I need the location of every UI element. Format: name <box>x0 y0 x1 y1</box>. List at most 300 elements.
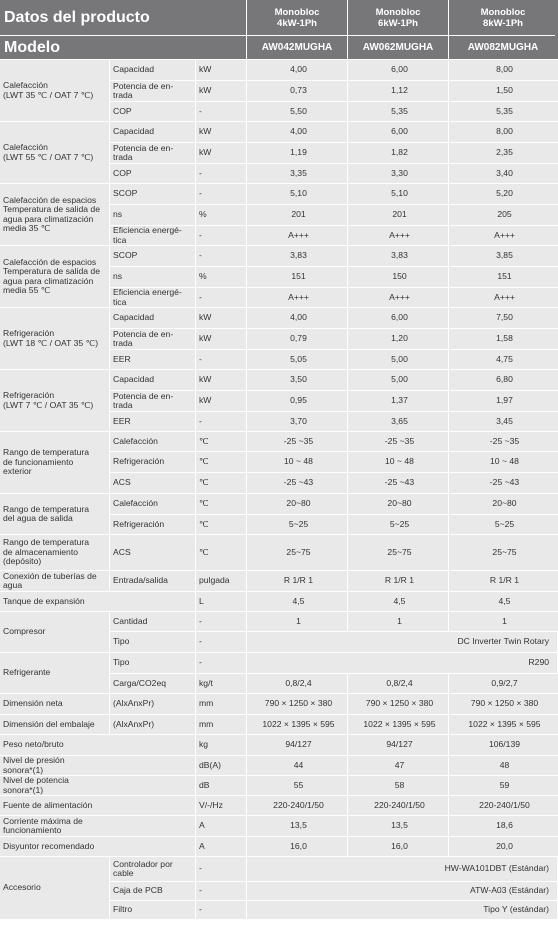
group-label <box>0 756 195 775</box>
value-cell <box>449 735 557 755</box>
value-cell <box>247 796 347 815</box>
unit-cell-text: ℃ <box>199 498 209 509</box>
value-cell <box>247 81 347 101</box>
value-cell-text: 3,70 <box>290 415 307 426</box>
value-cell <box>247 694 347 714</box>
value-cell-text: 4,5 <box>498 595 511 606</box>
merged-value-cell-text: ATW-A03 (Estándar) <box>470 885 549 896</box>
group-label <box>0 776 195 795</box>
param-label <box>110 694 195 714</box>
value-cell <box>348 226 448 245</box>
value-cell <box>247 184 347 204</box>
unit-cell <box>196 350 246 369</box>
unit-cell <box>196 329 246 349</box>
group-label-text: Calefacción de espacios Temperatura de salida de agua para climatización media 55 ℃ <box>3 256 100 295</box>
unit-cell-text: - <box>199 188 202 199</box>
param-label <box>110 901 195 919</box>
unit-cell <box>196 756 246 775</box>
param-label-text: Potencia de en- trada <box>113 81 174 100</box>
param-label <box>110 246 195 266</box>
unit-cell <box>196 267 246 287</box>
value-cell-text: -25 ~43 <box>283 477 314 488</box>
value-cell <box>449 412 557 431</box>
model-code-3-text: AW082MUGHA <box>467 42 539 53</box>
value-cell-text: 1,50 <box>496 85 513 96</box>
product-header-line2: 6kW-1Ph <box>378 17 418 29</box>
value-cell <box>449 776 557 795</box>
param-label <box>110 329 195 349</box>
product-header-1 <box>247 0 347 35</box>
model-code-1 <box>247 36 347 59</box>
value-cell-text: 6,00 <box>391 312 408 323</box>
unit-cell-text: - <box>199 615 202 626</box>
param-label-text: Cantidad <box>113 615 148 626</box>
model-code-1-text: AW042MUGHA <box>261 42 333 53</box>
value-cell <box>348 308 448 328</box>
value-cell <box>348 350 448 369</box>
param-label-text: EER <box>113 353 131 364</box>
group-label <box>0 60 109 121</box>
param-label <box>110 653 195 673</box>
group-label <box>0 816 195 836</box>
value-cell <box>449 592 557 611</box>
value-cell-text: 25~75 <box>492 546 517 557</box>
value-cell-text: 94/127 <box>285 739 312 750</box>
value-cell-text: A+++ <box>288 229 309 240</box>
value-cell <box>348 143 448 163</box>
value-cell-text: 151 <box>497 271 512 282</box>
value-cell-text: 58 <box>394 779 405 790</box>
value-cell-text: 6,00 <box>391 64 408 75</box>
param-label-text: Potencia de en- trada <box>113 143 174 162</box>
value-cell <box>449 694 557 714</box>
product-header-line1: Monobloc <box>274 6 320 18</box>
unit-cell <box>196 592 246 611</box>
value-cell-text: 1,97 <box>496 395 513 406</box>
value-cell-text: 5~25 <box>389 518 410 529</box>
value-cell <box>247 60 347 80</box>
value-cell <box>247 267 347 287</box>
value-cell <box>449 571 557 591</box>
value-cell <box>449 515 557 534</box>
unit-cell-text: - <box>199 415 202 426</box>
merged-value-cell-text: DC Inverter Twin Rotary <box>457 636 549 647</box>
value-cell-text: 59 <box>499 779 510 790</box>
unit-cell-text: - <box>199 229 202 240</box>
unit-cell-text: - <box>199 353 202 364</box>
value-cell <box>247 432 347 451</box>
value-cell <box>247 164 347 183</box>
unit-cell-text: V/-/Hz <box>199 799 223 810</box>
value-cell <box>449 796 557 815</box>
unit-cell-text: kg <box>199 739 209 750</box>
unit-cell-text: - <box>199 885 202 896</box>
value-cell <box>449 81 557 101</box>
group-label-text: Refrigeración (LWT 18 ℃ / OAT 35 ℃) <box>3 328 99 348</box>
group-label-text: Nivel de presión sonora*(1) <box>3 756 65 775</box>
value-cell <box>348 494 448 514</box>
merged-value-cell <box>247 632 557 652</box>
group-label <box>0 494 109 534</box>
value-cell <box>247 102 347 121</box>
group-label-text: Calefacción de espacios Temperatura de salida de agua para climatización media 35 ℃ <box>3 194 100 233</box>
value-cell-text: 20~80 <box>387 498 412 509</box>
param-label <box>110 674 195 693</box>
value-cell-text: 1,37 <box>391 395 408 406</box>
value-cell-text: 1,20 <box>391 333 408 344</box>
unit-cell-text: pulgada <box>199 575 230 586</box>
value-cell <box>348 756 448 775</box>
merged-value-cell-text: R290 <box>528 657 549 668</box>
unit-cell <box>196 246 246 266</box>
value-cell-text: 1022 × 1395 × 595 <box>363 718 436 729</box>
unit-cell-text: - <box>199 863 202 874</box>
unit-cell-text: dB(A) <box>199 759 221 770</box>
value-cell <box>348 122 448 142</box>
value-cell-text: 20~80 <box>286 498 311 509</box>
value-cell <box>449 432 557 451</box>
unit-cell <box>196 370 246 390</box>
unit-cell <box>196 612 246 631</box>
unit-cell-text: kW <box>199 126 212 137</box>
value-cell-text: 48 <box>499 759 510 770</box>
value-cell <box>348 473 448 493</box>
param-label <box>110 571 195 591</box>
product-header-line2: 4kW-1Ph <box>277 17 317 29</box>
param-label-text: ns <box>113 271 123 282</box>
value-cell-text: 1,19 <box>290 147 307 158</box>
value-cell-text: 3,83 <box>290 250 307 261</box>
value-cell-text: 5,50 <box>290 105 307 116</box>
model-header-label <box>0 36 246 59</box>
group-label <box>0 122 109 183</box>
value-cell <box>247 370 347 390</box>
group-label-text: Rango de temperatura de funcionamiento exterior <box>3 447 89 477</box>
group-label <box>0 246 109 307</box>
group-label <box>0 535 109 570</box>
value-cell <box>348 205 448 225</box>
param-label <box>110 226 195 245</box>
unit-cell <box>196 412 246 431</box>
merged-value-cell <box>247 653 557 673</box>
unit-cell-text: kW <box>199 374 212 385</box>
value-cell-text: 201 <box>392 209 407 220</box>
value-cell-text: -25 ~43 <box>489 477 520 488</box>
unit-cell-text: - <box>199 657 202 668</box>
param-label <box>110 715 195 734</box>
unit-cell-text: kW <box>199 333 212 344</box>
value-cell <box>247 308 347 328</box>
unit-cell <box>196 184 246 204</box>
value-cell-text: 2,35 <box>496 147 513 158</box>
value-cell <box>247 494 347 514</box>
param-label <box>110 473 195 493</box>
param-label-text: SCOP <box>113 188 138 199</box>
value-cell-text: 3,85 <box>496 250 513 261</box>
value-cell <box>247 592 347 611</box>
value-cell <box>449 674 557 693</box>
product-header-line1: Monobloc <box>375 6 421 18</box>
param-label-text: Carga/CO2eq <box>113 677 167 688</box>
value-cell-text: 10 ~ 48 <box>490 456 519 467</box>
value-cell-text: 5,05 <box>290 353 307 364</box>
value-cell <box>449 308 557 328</box>
param-label <box>110 205 195 225</box>
unit-cell <box>196 308 246 328</box>
value-cell <box>449 102 557 121</box>
group-label-text: Corriente máxima de funcionamiento <box>3 816 83 835</box>
model-code-2 <box>348 36 448 59</box>
value-cell <box>247 816 347 836</box>
unit-cell-text: - <box>199 636 202 647</box>
model-code-2-text: AW062MUGHA <box>362 42 434 53</box>
product-header-3 <box>449 0 557 35</box>
value-cell-text: 205 <box>497 209 512 220</box>
value-cell <box>449 205 557 225</box>
param-label-text: Filtro <box>113 904 133 915</box>
value-cell <box>449 267 557 287</box>
value-cell <box>449 246 557 266</box>
value-cell <box>348 816 448 836</box>
unit-cell-text: ℃ <box>199 456 209 467</box>
unit-cell-text: dB <box>199 779 210 790</box>
value-cell <box>348 246 448 266</box>
param-label-text: (AlxAnxPr) <box>113 698 155 709</box>
value-cell <box>449 816 557 836</box>
value-cell-text: 25~75 <box>387 546 412 557</box>
unit-cell <box>196 674 246 693</box>
param-label-text: COP <box>113 105 132 116</box>
value-cell <box>449 612 557 631</box>
value-cell <box>247 122 347 142</box>
unit-cell-text: - <box>199 904 202 915</box>
param-label-text: Potencia de en- trada <box>113 329 174 348</box>
model-header-label-text: Modelo <box>4 38 60 56</box>
group-label-text: Conexión de tuberías de agua <box>3 571 97 590</box>
value-cell-text: 4,00 <box>290 312 307 323</box>
value-cell <box>247 776 347 795</box>
param-label <box>110 515 195 534</box>
param-label <box>110 350 195 369</box>
value-cell <box>247 288 347 307</box>
value-cell-text: 5~25 <box>288 518 309 529</box>
value-cell <box>247 571 347 591</box>
value-cell-text: 20~80 <box>492 498 517 509</box>
value-cell <box>247 226 347 245</box>
value-cell-text: 151 <box>291 271 306 282</box>
unit-cell <box>196 901 246 919</box>
value-cell-text: 1 <box>397 615 402 626</box>
unit-cell-text: - <box>199 291 202 302</box>
product-header-line2: 8kW-1Ph <box>483 17 523 29</box>
value-cell <box>449 473 557 493</box>
model-code-3 <box>449 36 557 59</box>
value-cell-text: 0,95 <box>290 395 307 406</box>
param-label-text: Tipo <box>113 657 130 668</box>
unit-cell-text: % <box>199 271 207 282</box>
value-cell-text: 13,5 <box>391 820 408 831</box>
group-label <box>0 612 109 652</box>
value-cell-text: 3,83 <box>391 250 408 261</box>
value-cell-text: 5,10 <box>290 188 307 199</box>
value-cell-text: 3,50 <box>290 374 307 385</box>
value-cell-text: 10 ~ 48 <box>385 456 414 467</box>
value-cell-text: 220-240/1/50 <box>374 799 425 810</box>
product-header-label-text: Datos del producto <box>4 8 150 26</box>
unit-cell <box>196 857 246 881</box>
group-label <box>0 592 195 611</box>
value-cell <box>449 350 557 369</box>
value-cell-text: 1 <box>502 615 507 626</box>
unit-cell <box>196 535 246 570</box>
value-cell-text: 25~75 <box>286 546 311 557</box>
param-label-text: Caja de PCB <box>113 885 163 896</box>
value-cell-text: 106/139 <box>488 739 521 750</box>
group-label <box>0 735 195 755</box>
unit-cell-text: ℃ <box>199 477 209 488</box>
value-cell-text: 0,79 <box>290 333 307 344</box>
value-cell-text: 4,5 <box>292 595 305 606</box>
value-cell-text: 1022 × 1395 × 595 <box>262 718 335 729</box>
param-label <box>110 391 195 411</box>
value-cell-text: R 1/R 1 <box>283 575 314 586</box>
unit-cell <box>196 494 246 514</box>
param-label-text: Refrigeración <box>113 518 165 529</box>
value-cell-text: 3,65 <box>391 415 408 426</box>
value-cell <box>348 288 448 307</box>
value-cell <box>348 60 448 80</box>
param-label-text: Capacidad <box>113 312 155 323</box>
value-cell-text: A+++ <box>389 291 410 302</box>
product-header-line1: Monobloc <box>480 6 526 18</box>
param-label <box>110 494 195 514</box>
unit-cell-text: ℃ <box>199 518 209 529</box>
unit-cell <box>196 432 246 451</box>
merged-value-cell <box>247 882 557 900</box>
param-label-text: EER <box>113 415 131 426</box>
value-cell-text: 150 <box>392 271 407 282</box>
value-cell <box>348 571 448 591</box>
value-cell-text: 5~25 <box>494 518 515 529</box>
value-cell-text: A+++ <box>389 229 410 240</box>
value-cell <box>449 370 557 390</box>
unit-cell-text: A <box>199 840 205 851</box>
group-label-text: Peso neto/bruto <box>3 739 64 750</box>
value-cell-text: 8,00 <box>496 126 513 137</box>
value-cell-text: R 1/R 1 <box>384 575 415 586</box>
value-cell <box>348 694 448 714</box>
unit-cell <box>196 81 246 101</box>
value-cell <box>348 184 448 204</box>
param-label-text: Controlador por cable <box>113 858 173 878</box>
value-cell-text: 8,00 <box>496 64 513 75</box>
unit-cell <box>196 571 246 591</box>
value-cell <box>348 535 448 570</box>
value-cell-text: 4,00 <box>290 126 307 137</box>
param-label <box>110 857 195 881</box>
value-cell-text: 47 <box>394 759 405 770</box>
value-cell <box>449 143 557 163</box>
product-header-label <box>0 0 246 35</box>
value-cell-text: 94/127 <box>386 739 413 750</box>
param-label-text: Eficiencia energé- tica <box>113 226 182 245</box>
value-cell-text: 4,75 <box>496 353 513 364</box>
value-cell <box>449 715 557 734</box>
value-cell <box>449 452 557 472</box>
value-cell-text: R 1/R 1 <box>489 575 520 586</box>
unit-cell <box>196 816 246 836</box>
group-label-text: Refrigeración (LWT 7 ℃ / OAT 35 ℃) <box>3 390 94 410</box>
value-cell <box>247 837 347 856</box>
param-label <box>110 143 195 163</box>
value-cell-text: 790 × 1250 × 380 <box>365 698 434 709</box>
group-label-text: Nivel de potencia sonora*(1) <box>3 776 69 795</box>
group-label <box>0 653 109 693</box>
group-label-text: Rango de temperatura de almacenamiento (depósito) <box>3 537 89 567</box>
param-label-text: Potencia de en- trada <box>113 391 174 410</box>
unit-cell <box>196 226 246 245</box>
unit-cell <box>196 60 246 80</box>
unit-cell-text: kW <box>199 312 212 323</box>
group-label-text: Calefacción (LWT 55 ℃ / OAT 7 ℃) <box>3 142 94 162</box>
group-label-text: Refrigerante <box>3 667 51 678</box>
unit-cell-text: mm <box>199 718 214 729</box>
param-label <box>110 432 195 451</box>
unit-cell <box>196 473 246 493</box>
value-cell-text: 5,10 <box>391 188 408 199</box>
unit-cell-text: kW <box>199 85 212 96</box>
value-cell-text: 0,73 <box>290 85 307 96</box>
value-cell <box>348 674 448 693</box>
param-label-text: Tipo <box>113 636 130 647</box>
value-cell-text: 790 × 1250 × 380 <box>470 698 539 709</box>
value-cell <box>348 412 448 431</box>
value-cell <box>247 715 347 734</box>
value-cell-text: 0,8/2,4 <box>386 677 413 688</box>
value-cell <box>449 837 557 856</box>
param-label-text: COP <box>113 167 132 178</box>
unit-cell-text: L <box>199 595 204 606</box>
value-cell <box>348 267 448 287</box>
value-cell <box>348 515 448 534</box>
value-cell <box>247 412 347 431</box>
param-label <box>110 412 195 431</box>
value-cell-text: 5,20 <box>496 188 513 199</box>
value-cell <box>247 246 347 266</box>
value-cell-text: 1 <box>296 615 301 626</box>
unit-cell-text: ℃ <box>199 546 209 557</box>
merged-value-cell <box>247 901 557 919</box>
param-label <box>110 632 195 652</box>
value-cell <box>348 592 448 611</box>
unit-cell <box>196 694 246 714</box>
unit-cell-text: - <box>199 105 202 116</box>
value-cell <box>348 432 448 451</box>
unit-cell <box>196 164 246 183</box>
value-cell <box>348 715 448 734</box>
param-label-text: Entrada/salida <box>113 575 168 586</box>
value-cell-text: 5,00 <box>391 374 408 385</box>
unit-cell <box>196 837 246 856</box>
unit-cell <box>196 452 246 472</box>
value-cell <box>449 494 557 514</box>
value-cell <box>247 535 347 570</box>
group-label <box>0 571 109 591</box>
value-cell-text: 6,80 <box>496 374 513 385</box>
merged-value-cell-text: Tipo Y (estándar) <box>483 904 549 915</box>
value-cell-text: 1,82 <box>391 147 408 158</box>
unit-cell-text: kW <box>199 64 212 75</box>
